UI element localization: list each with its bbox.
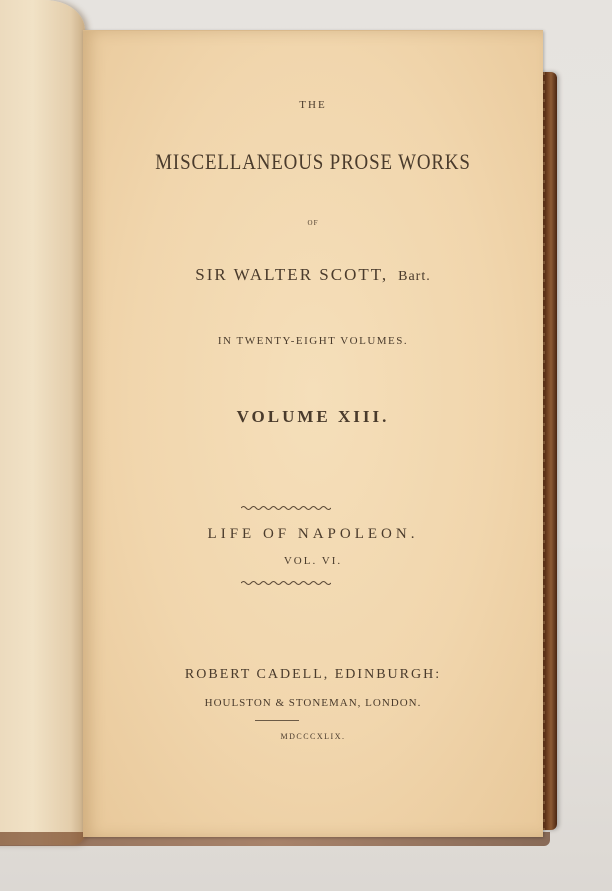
work-subtitle: LIFE OF NAPOLEON. [207, 526, 419, 542]
sub-volume: VOL. VI. [283, 555, 343, 567]
publication-date: MDCCCXLIX. [280, 732, 346, 741]
date-rule [255, 720, 299, 721]
left-facing-page [0, 0, 85, 845]
author-name: SIR WALTER SCOTT, [195, 265, 389, 284]
author-suffix: Bart. [398, 269, 431, 284]
volume-number: VOLUME XIII. [236, 407, 390, 426]
title-of: OF [307, 219, 319, 227]
title-article: THE [299, 99, 327, 111]
author-line [83, 265, 543, 285]
ornamental-rule-bottom [241, 580, 331, 586]
publisher-line-1: ROBERT CADELL, EDINBURGH: [184, 667, 442, 682]
publisher-line-2: HOULSTON & STONEMAN, LONDON. [204, 697, 422, 709]
title-page [83, 30, 543, 837]
book-title: MISCELLANEOUS PROSE WORKS [155, 149, 471, 174]
ornamental-rule-top [241, 505, 331, 511]
volumes-note: IN TWENTY-EIGHT VOLUMES. [217, 335, 409, 347]
